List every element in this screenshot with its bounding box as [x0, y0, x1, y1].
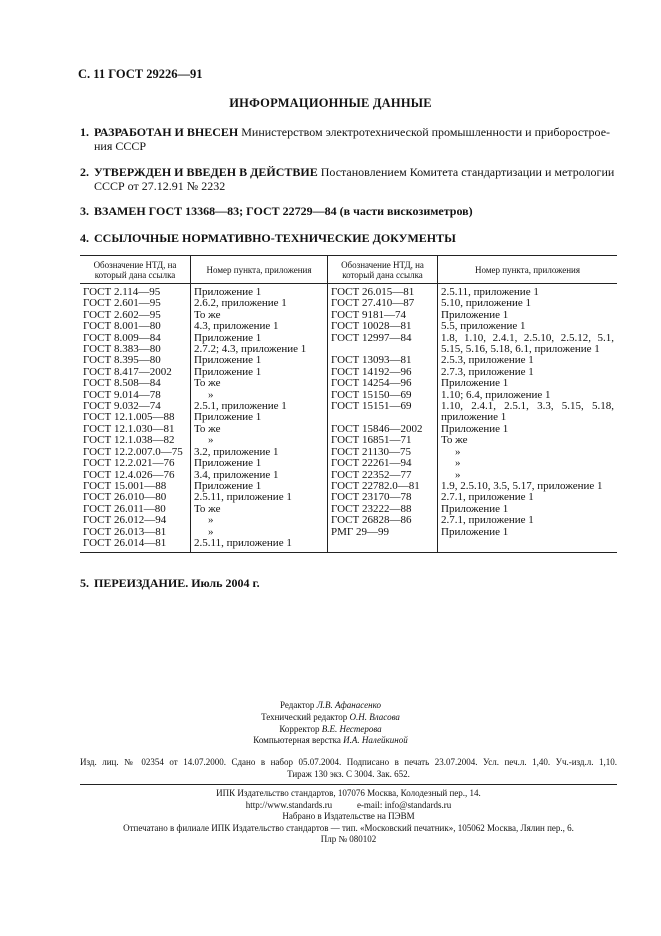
ntd-code-cell-text: ГОСТ 13093—81 — [331, 354, 412, 367]
ntd-code-cell-text: ГОСТ 26.011—80 — [83, 502, 166, 515]
clause-ref-cell-text: Приложение 1 — [194, 331, 262, 344]
clause-ref-cell-text: 2.6.2, приложение 1 — [194, 297, 287, 310]
ntd-code-cell-text: ГОСТ 23222—88 — [331, 502, 412, 515]
clause-ref-cell-text: Приложение 1 — [441, 377, 509, 390]
ntd-code-cell-text: ГОСТ 2.602—95 — [83, 308, 161, 321]
column-header: Номер пункта, приложения — [438, 256, 618, 284]
tech-editor-line — [0, 712, 661, 724]
corrector-label: Корректор — [279, 723, 320, 734]
publisher-contacts — [80, 800, 617, 812]
ntd-code-cell — [328, 401, 438, 412]
item-4 — [80, 231, 620, 245]
ntd-code-cell — [80, 284, 191, 299]
email-link[interactable]: e-mail: info@standards.ru — [356, 799, 452, 810]
publication-info — [80, 757, 617, 780]
clause-ref-cell-text: 5.15, 5.16, 5.18, 6.1, приложение 1 — [441, 343, 600, 356]
clause-ref-cell — [438, 284, 618, 299]
clause-ref-cell-text: 1.8, 1.10, 2.4.1, 2.5.10, 2.5.12, 5.1, — [441, 331, 614, 344]
clause-ref-cell — [438, 458, 618, 469]
clause-ref-cell-text: » — [208, 525, 214, 538]
clause-ref-cell-text: Приложение 1 — [441, 308, 509, 321]
divider — [80, 784, 617, 785]
ntd-code-cell-text: ГОСТ 12.2.021—76 — [83, 457, 175, 470]
clause-ref-cell-text: 1.10; 6.4, приложение 1 — [441, 388, 551, 401]
clause-ref-cell-text: » — [455, 468, 461, 481]
publisher-footer — [80, 788, 617, 846]
ntd-code-cell — [328, 333, 438, 344]
ntd-code-cell-text: ГОСТ 23170—78 — [331, 491, 412, 504]
ntd-code-cell-text: ГОСТ 14192—96 — [331, 365, 412, 378]
ntd-code-cell-text: ГОСТ 9.032—74 — [83, 400, 161, 413]
ntd-code-cell — [328, 538, 438, 553]
publisher-address: ИПК Издательство стандартов, 107076 Москва, Колодезный пер., 14. — [216, 788, 481, 798]
clause-ref-cell — [438, 321, 618, 332]
clause-ref-cell-text: 5.10, приложение 1 — [441, 297, 531, 310]
clause-ref-cell-text: 2.5.11, приложение 1 — [194, 491, 292, 504]
tech-editor-label: Технический редактор — [261, 711, 348, 722]
ntd-code-cell-text: ГОСТ 10028—81 — [331, 320, 412, 333]
clause-ref-cell-text: Приложение 1 — [194, 286, 262, 298]
item-text: Министерством электротехнической промышленности и приборострое- — [241, 125, 611, 139]
ntd-code-cell-text: ГОСТ 22261—94 — [331, 457, 412, 470]
editors-block — [0, 700, 661, 747]
item-text-continued: СССР от 27.12.91 № 2232 — [94, 179, 226, 193]
item-text: (в части вискозиметров) — [339, 204, 473, 218]
column-header: Номер пункта, приложения — [191, 256, 328, 284]
clause-ref-cell-text: 4.3, приложение 1 — [194, 320, 279, 333]
item-number: 3. — [80, 204, 89, 218]
ntd-code-cell-text: ГОСТ 15150—69 — [331, 388, 412, 401]
item-number: 4. — [80, 231, 89, 245]
item-text: Постановлением Комитета стандартизации и метрологии — [320, 165, 615, 179]
clause-ref-cell-text: 2.5.3, приложение 1 — [441, 354, 534, 367]
item-lead: ВЗАМЕН ГОСТ 13368—83; ГОСТ 22729—84 — [94, 204, 337, 218]
clause-ref-cell-text: » — [455, 445, 461, 458]
item-lead: ПЕРЕИЗДАНИЕ. — [94, 576, 189, 590]
clause-ref-cell-text: Приложение 1 — [194, 411, 262, 424]
ntd-code-cell-text: ГОСТ 26.010—80 — [83, 491, 167, 504]
ntd-code-cell — [328, 284, 438, 299]
layout-label: Компьютерная верстка — [253, 735, 341, 746]
ntd-code-cell-text: ГОСТ 15.001—88 — [83, 479, 167, 492]
clause-ref-cell-text: 2.7.2; 4.3, приложение 1 — [194, 343, 307, 356]
ntd-code-cell-text: ГОСТ 2.114—95 — [83, 286, 161, 298]
ntd-code-cell-text: ГОСТ 8.009—84 — [83, 331, 161, 344]
corrector-name: В.Е. Нестерова — [321, 723, 382, 734]
ntd-code-cell — [328, 527, 438, 538]
license-number: Плр № 080102 — [320, 834, 377, 845]
ntd-code-cell-text: ГОСТ 22782.0—81 — [331, 479, 420, 492]
clause-ref-cell — [191, 515, 328, 526]
item-text-continued: ния СССР — [94, 139, 147, 153]
clause-ref-cell-text: » — [208, 514, 214, 527]
item-2 — [80, 165, 620, 193]
clause-ref-cell-text: Приложение 1 — [441, 422, 509, 435]
ntd-code-cell-text: ГОСТ 2.601—95 — [83, 297, 161, 310]
section-title: ИНФОРМАЦИОННЫЕ ДАННЫЕ — [229, 96, 432, 110]
editor-label: Редактор — [280, 700, 315, 710]
clause-ref-cell-text: Приложение 1 — [194, 354, 262, 367]
clause-ref-cell — [438, 527, 618, 538]
table-row — [80, 284, 617, 299]
ntd-code-cell-text: ГОСТ 12.1.030—81 — [83, 422, 175, 435]
clause-ref-cell-text: 3.4, приложение 1 — [194, 468, 279, 481]
ntd-code-cell-text: ГОСТ 12997—84 — [331, 331, 412, 344]
clause-ref-cell-text: То же — [194, 422, 221, 435]
editor-line — [0, 700, 661, 712]
clause-ref-cell-text: 2.7.1, приложение 1 — [441, 514, 534, 527]
ntd-code-cell-text: ГОСТ 8.001—80 — [83, 320, 161, 333]
ntd-code-cell — [80, 538, 191, 553]
clause-ref-cell-text: 3.2, приложение 1 — [194, 445, 279, 458]
item-lead: УТВЕРЖДЕН И ВВЕДЕН В ДЕЙСТВИЕ — [94, 165, 318, 179]
ntd-code-cell-text: ГОСТ 26.012—94 — [83, 514, 167, 527]
print-run-line: Тираж 130 экз. С 3004. Зак. 652. — [287, 768, 410, 779]
clause-ref-cell-text: 2.5.11, приложение 1 — [441, 286, 539, 298]
table-header-row — [80, 256, 617, 284]
clause-ref-cell — [438, 435, 618, 446]
clause-ref-cell — [191, 538, 328, 553]
table-row — [80, 538, 617, 553]
website-link[interactable]: http://www.standards.ru — [245, 799, 333, 810]
layout-line — [0, 735, 661, 747]
clause-ref-cell-text: 2.5.11, приложение 1 — [194, 536, 292, 549]
column-header: Обозначение НТД, на который дана ссылка — [80, 256, 191, 284]
clause-ref-cell — [438, 447, 618, 458]
item-5 — [80, 576, 620, 590]
publication-line: Изд. лиц. № 02354 от 14.07.2000. Сдано в набор 05.07.2004. Подписано в печать 23.07.2004. Усл. печ.л. 1,40. Уч.-изд.л. 1,10. — [80, 757, 617, 767]
ntd-code-cell-text: ГОСТ 15151—69 — [331, 400, 412, 413]
ntd-code-cell-text: ГОСТ 27.410—87 — [331, 297, 415, 310]
ntd-code-cell-text: ГОСТ 26828—86 — [331, 514, 412, 527]
ntd-code-cell-text: ГОСТ 12.1.038—82 — [83, 434, 175, 447]
clause-ref-cell-text: Приложение 1 — [194, 479, 262, 492]
layout-name: И.А. Налейкиной — [343, 735, 408, 746]
clause-ref-cell-text: 2.7.3, приложение 1 — [441, 365, 534, 378]
item-number: 5. — [80, 576, 89, 590]
item-number: 1. — [80, 125, 89, 139]
ntd-code-cell-text: ГОСТ 9.014—78 — [83, 388, 161, 401]
typeset-note: Набрано в Издательстве на ПЭВМ — [282, 811, 415, 822]
ntd-code-cell-text: ГОСТ 12.4.026—76 — [83, 468, 175, 481]
clause-ref-cell-text: Приложение 1 — [194, 457, 262, 470]
clause-ref-cell-text: 1.9, 2.5.10, 3.5, 5.17, приложение 1 — [441, 479, 603, 492]
clause-ref-cell-text: » — [208, 434, 214, 447]
clause-ref-cell-text: » — [208, 388, 214, 401]
ntd-code-cell-text: ГОСТ 8.383—80 — [83, 343, 161, 356]
references-table — [80, 255, 617, 553]
clause-ref-cell-text: То же — [194, 502, 221, 515]
clause-ref-cell-text: 2.5.1, приложение 1 — [194, 400, 287, 413]
clause-ref-cell-text: 2.7.1, приложение 1 — [441, 491, 534, 504]
references-table-body — [80, 284, 617, 553]
ntd-code-cell-text: ГОСТ 22352—77 — [331, 468, 412, 481]
editor-name: Л.В. Афанасенко — [316, 700, 381, 710]
page-header: С. 11 ГОСТ 29226—91 — [78, 67, 203, 81]
item-text: Июль 2004 г. — [191, 576, 260, 590]
ntd-code-cell-text: ГОСТ 26.013—81 — [83, 525, 167, 538]
ntd-code-cell-text: ГОСТ 26.015—81 — [331, 286, 415, 298]
clause-ref-cell-text: Приложение 1 — [441, 502, 509, 515]
clause-ref-cell-text: » — [455, 457, 461, 470]
tech-editor-name: О.Н. Власова — [349, 711, 400, 722]
item-lead: ССЫЛОЧНЫЕ НОРМАТИВНО-ТЕХНИЧЕСКИЕ ДОКУМЕНТЫ — [94, 231, 456, 245]
clause-ref-cell-text: Приложение 1 — [194, 365, 262, 378]
clause-ref-cell-text: Приложение 1 — [441, 525, 509, 538]
ntd-code-cell-text: РМГ 29—99 — [331, 525, 390, 538]
clause-ref-cell-text: То же — [194, 308, 221, 321]
ntd-code-cell-text: ГОСТ 8.395—80 — [83, 354, 161, 367]
ntd-code-cell-text: ГОСТ 12.1.005—88 — [83, 411, 175, 424]
clause-ref-cell-text: То же — [441, 434, 468, 447]
item-3 — [80, 204, 620, 218]
ntd-code-cell-text: ГОСТ 9181—74 — [331, 308, 406, 321]
ntd-code-cell-text: ГОСТ 21130—75 — [331, 445, 412, 458]
ntd-code-cell-text: ГОСТ 15846—2002 — [331, 422, 423, 435]
ntd-code-cell-text: ГОСТ 8.417—2002 — [83, 365, 172, 378]
clause-ref-cell — [438, 538, 618, 553]
item-lead: РАЗРАБОТАН И ВНЕСЕН — [94, 125, 239, 139]
printed-note: Отпечатано в филиале ИПК Издательство стандартов — тип. «Московский печатник», 105062 Москва, Лялин пер., 6. — [123, 822, 574, 833]
ntd-code-cell-text: ГОСТ 8.508—84 — [83, 377, 161, 390]
clause-ref-cell-text: То же — [194, 377, 221, 390]
clause-ref-cell-text: приложение 1 — [441, 411, 507, 424]
ntd-code-cell-text: ГОСТ 12.2.007.0—75 — [83, 445, 183, 458]
corrector-line — [0, 724, 661, 736]
clause-ref-cell — [191, 378, 328, 389]
ntd-code-cell-text: ГОСТ 26.014—81 — [83, 536, 167, 549]
item-1 — [80, 125, 620, 153]
ntd-code-cell-text: ГОСТ 14254—96 — [331, 377, 412, 390]
column-header: Обозначение НТД, на который дана ссылка — [328, 256, 438, 284]
clause-ref-cell-text: 1.10, 2.4.1, 2.5.1, 3.3, 5.15, 5.18, — [441, 400, 614, 413]
item-number: 2. — [80, 165, 89, 179]
clause-ref-cell — [191, 284, 328, 299]
clause-ref-cell-text: 5.5, приложение 1 — [441, 320, 526, 333]
ntd-code-cell-text: ГОСТ 16851—71 — [331, 434, 412, 447]
